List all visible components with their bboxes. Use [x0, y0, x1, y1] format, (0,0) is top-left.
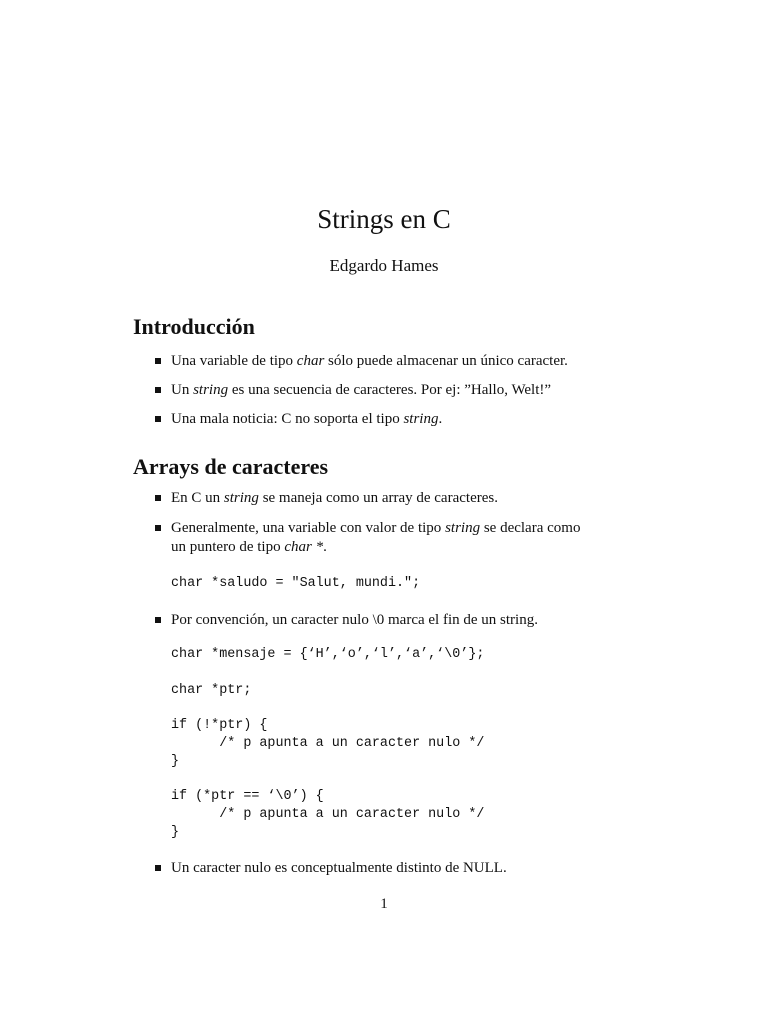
bullet-marker: [155, 865, 161, 871]
list-item: Un caracter nulo es conceptualmente distinto de NULL.: [155, 859, 645, 878]
bullet-marker: [155, 358, 161, 364]
list-item: Generalmente, una variable con valor de tipo string se declara como un puntero de tipo char *.: [155, 519, 645, 557]
bullet-marker: [155, 387, 161, 393]
bullet-marker: [155, 416, 161, 422]
bullet-marker: [155, 617, 161, 623]
list-item: Por convención, un caracter nulo \0 marca el fin de un string.: [155, 611, 645, 630]
list-item: Una variable de tipo char sólo puede almacenar un único caracter.: [155, 352, 645, 371]
document-title: Strings en C: [317, 204, 451, 234]
bullet-marker: [155, 495, 161, 501]
bullet-marker: [155, 525, 161, 531]
list-item: Una mala noticia: C no soporta el tipo string.: [155, 410, 645, 429]
section-heading-introduccion: Introducción: [133, 314, 255, 339]
code-block: if (*ptr == ‘\0’) { /* p apunta a un caracter nulo */ }: [171, 789, 485, 840]
page-number: 1: [380, 896, 388, 912]
list-item: Un string es una secuencia de caracteres. Por ej: ”Hallo, Welt!”: [155, 381, 645, 400]
document-author: Edgardo Hames: [329, 256, 439, 275]
code-block: char *mensaje = {‘H’,‘o’,‘l’,‘a’,‘\0’};: [171, 647, 485, 662]
list-item: En C un string se maneja como un array de caracteres.: [155, 489, 645, 508]
code-block: char *ptr;: [171, 683, 252, 698]
code-block: char *saludo = "Salut, mundi.";: [171, 576, 421, 591]
section-heading-arrays: Arrays de caracteres: [133, 454, 329, 479]
code-block: if (!*ptr) { /* p apunta a un caracter nulo */ }: [171, 718, 485, 769]
